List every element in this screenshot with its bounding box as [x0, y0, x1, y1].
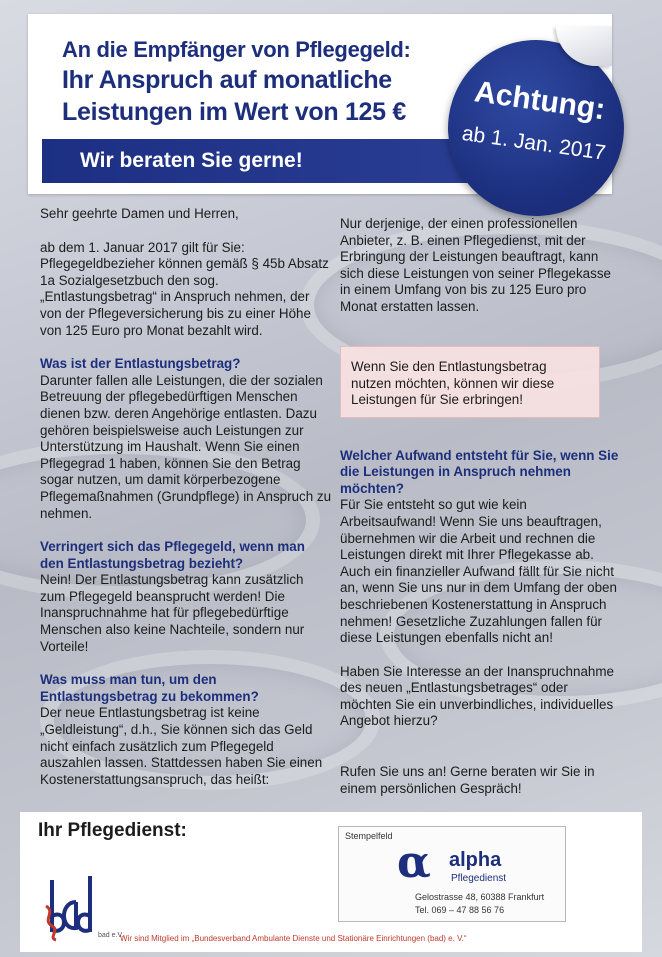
seal-title: Achtung:: [472, 75, 608, 127]
question-heading: Was muss man tun, um den Entlastungsbetrag zu bekommen?: [40, 672, 259, 704]
greeting: Sehr geehrte Damen und Herren,: [40, 206, 239, 221]
provider-paragraph: Nur derjenige, der einen professionellen Anbieter, z. B. einen Pflegedienst, mit der Erbringung der Leistungen beauftragt, kann sich diese Leistungen von seiner Pflegekasse in einem Umfang von bis zu 125 Euro pro Monat erstatten lassen.: [340, 216, 611, 314]
left-column: [40, 206, 332, 788]
stamp-label: Stempelfeld: [345, 831, 393, 841]
answer-paragraph: Der neue Entlastungsbetrag ist keine „Geldleistung“, d.h., Sie können sich das Geld nicht einfach zusätzlich zum Pflegegeld auszahlen lassen. Stattdessen haben Sie einen Kostenerstattungsanspruch, das heißt:: [40, 705, 323, 787]
banner: Wir beraten Sie gerne!: [42, 139, 532, 183]
phone-line: Tel. 069 – 47 88 56 76: [415, 905, 505, 915]
bad-logo-icon: [38, 872, 98, 942]
question-heading: Welcher Aufwand entsteht für Sie, wenn Sie die Leistungen in Anspruch nehmen möchten?: [340, 447, 619, 496]
footer-panel: [20, 812, 642, 952]
question-heading: Was ist der Entlastungsbetrag?: [40, 356, 241, 372]
call-paragraph: Rufen Sie uns an! Gerne beraten wir Sie in einem persönlichen Gespräch!: [340, 764, 595, 796]
headline: [62, 36, 482, 128]
answer-paragraph: Darunter fallen alle Leistungen, die der sozialen Betreuung der pflegebedürftigen Menschen dienen bzw. deren Angehörige entlasten. Dazu gehören beispielsweise auch Leistungen zur Unterstützung im Haushalt. Wenn Sie einen Pflegegrad 1 haben, können Sie den Betrag sogar nutzen, um damit körperbezogene Pflegemaßnahmen (Grundpflege) in Anspruch zu nehmen.: [40, 372, 332, 521]
company-subtitle: Pflegedienst: [451, 873, 507, 884]
bad-label: bad e.V.: [98, 932, 124, 939]
right-column: [340, 216, 620, 797]
headline-line-3: Leistungen im Wert von 125 €: [62, 98, 407, 126]
company-address: [415, 891, 544, 917]
interest-paragraph: Haben Sie Interesse an der Inanspruchnahme des neuen „Entlastungsbetrages“ oder möchten Sie ein unverbindliches, individuelles Angebot hierzu?: [340, 663, 614, 729]
alpha-logo-icon: α: [397, 837, 431, 888]
intro-paragraph: ab dem 1. Januar 2017 gilt für Sie: Pflegegeldbezieher können gemäß § 45b Absatz 1a Sozialgesetzbuch den sog. „Entlastungsbetrag“ in Anspruch nehmen, der von der Pflegeversicherung bis zu einer Höhe von 125 Euro pro Monat bezahlt wird.: [40, 239, 329, 338]
stamp-field: [338, 826, 566, 922]
footer-title: Ihr Pflegedienst:: [38, 820, 187, 841]
address-line: Gelostrasse 48, 60388 Frankfurt: [415, 892, 545, 902]
headline-line-2: Ihr Anspruch auf monatliche: [62, 66, 392, 94]
question-heading: Verringert sich das Pflegegeld, wenn man den Entlastungsbetrag bezieht?: [40, 539, 305, 571]
headline-line-1: An die Empfänger von Pflegegeld:: [62, 37, 411, 62]
callout-box: Wenn Sie den Entlastungsbetrag nutzen möchten, können wir diese Leistungen für Sie erbringen!: [340, 346, 600, 418]
membership-note: Wir sind Mitglied im „Bundesverband Ambulante Dienste und Stationäre Einrichtungen (bad) e. V.“: [120, 934, 467, 943]
answer-paragraph: Nein! Der Entlastungsbetrag kann zusätzlich zum Pflegegeld beansprucht werden! Die Inanspruchnahme hat für pflegebedürftige Menschen also keine Nachteile, sondern nur Vorteile!: [40, 572, 305, 654]
answer-paragraph: Für Sie entsteht so gut wie kein Arbeitsaufwand! Wenn Sie uns beauftragen, übernehmen wir die Arbeit und rechnen die Leistungen direkt mit Ihrer Pflegekasse ab. Auch ein finanzieller Aufwand fällt für Sie nicht an, wenn Sie uns nur in dem Umfang der oben beschriebenen Kostenerstattung in Anspruch nehmen! Gesetzliche Zuzahlungen fallen für diese Leistungen ebenfalls nicht an!: [340, 497, 617, 646]
company-name: alpha: [449, 849, 502, 871]
seal-date: ab 1. Jan. 2017: [460, 121, 608, 165]
